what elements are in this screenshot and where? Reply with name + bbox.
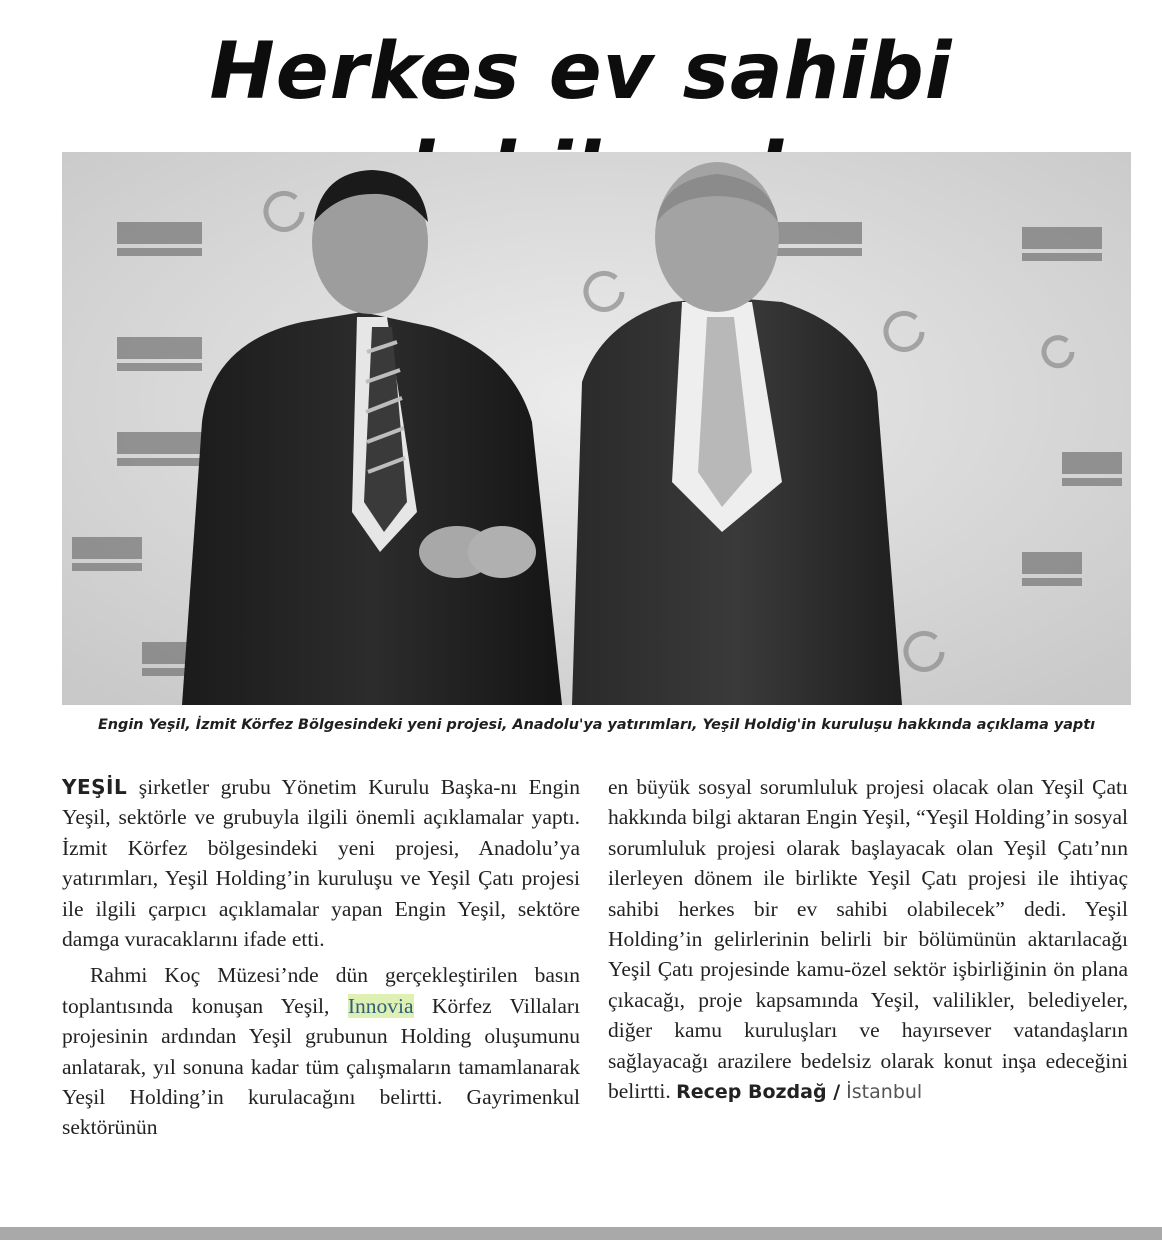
article-photo <box>62 152 1131 705</box>
article-column-2 <box>608 772 1128 1107</box>
lead-word: YEŞİL <box>62 775 128 799</box>
page-bottom-bar <box>0 1227 1162 1240</box>
paragraph-3 <box>608 772 1128 1107</box>
paragraph-1-text: şirketler grubu Yönetim Kurulu Başka-nı Engin Yeşil, sektörle ve grubuyla ilgili önemli açıklamalar yaptı. İzmit Körfez bölgesindeki yeni projesi, Anadolu’ya yatırımları, Yeşil Holding’in kuruluşu ve Yeşil Çatı projesi ile ilgili çarpıcı açıklamalar yapan Engin Yeşil, sektöre damga vuracaklarını ifade etti. <box>62 775 580 952</box>
paragraph-2 <box>62 960 580 1142</box>
highlighted-term: Innovia <box>347 993 414 1018</box>
paragraph-2-text-a: Rahmi Koç Müzesi’nde dün gerçekleştirilen basın toplantısında konuşan Yeşil, <box>62 963 580 1018</box>
photo-caption: Engin Yeşil, İzmit Körfez Bölgesindeki yeni projesi, Anadolu'ya yatırımları, Yeşil Holdig'in kuruluşu hakkında açıklama yaptı <box>97 717 1096 733</box>
article-column-1 <box>62 772 580 1143</box>
paragraph-3-text: en büyük sosyal sorumluluk projesi olacak olan Yeşil Çatı hakkında bilgi aktaran Engin Yeşil, “Yeşil Holding’in sosyal sorumluluk projesi olarak başlayacak olan Yeşil Çatı’nın ilerleyen dönem ile birlikte Yeşil Çatı projesi ile ihtiyaç sahibi herkes bir ev sahibi olabilecek” dedi. Yeşil Holding’in gelirlerinin belirli bir bölümünün aktarılacağı Yeşil Çatı projesinde kamu-özel sektör işbirliğinin ön plana çıkacağı, proje kapsamında Yeşil, valilikler, belediyeler, diğer kamu kuruluşları ve hayırsever vatandaşların sağlayacağı arazilere bedelsiz olarak konut inşa edeceğini belirtti. <box>608 775 1128 1104</box>
dateline-location: İstanbul <box>840 1081 923 1104</box>
headline: Herkes ev sahibi <box>209 27 953 117</box>
paragraph-2-text-b: Körfez Villaları projesinin ardından Yeşil grubunun Holding oluşumunu anlatarak, yıl sonuna kadar tüm çalışmaların tamamlanarak Yeşil Holding’in kurulacağını belirtti. Gayrimenkul sektörünün <box>62 993 580 1140</box>
paragraph-1 <box>62 772 580 954</box>
author-byline: Recep Bozdağ / <box>676 1081 841 1104</box>
